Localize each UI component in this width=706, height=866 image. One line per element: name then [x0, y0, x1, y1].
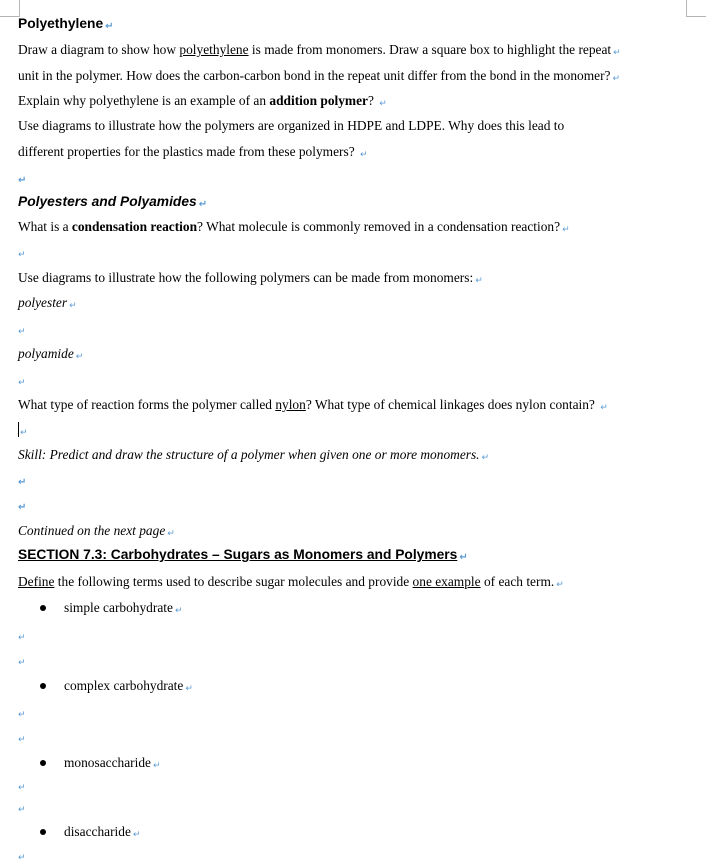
paragraph: Draw a diagram to show how polyethylene is made from monomers. Draw a square box to highlight the repeat ↵: [18, 42, 621, 58]
paragraph: Use diagrams to illustrate how the polymers are organized in HDPE and LDPE. Why does this lead to: [18, 118, 565, 133]
paragraph: Use diagrams to illustrate how the following polymers can be made from monomers: ↵: [18, 270, 483, 286]
empty-paragraph: ↵: [18, 633, 26, 643]
empty-paragraph: ↵: [18, 805, 26, 815]
page-corner-mark-left: [0, 0, 20, 17]
empty-paragraph: ↵: [18, 710, 26, 720]
list-item: simple carbohydrate ↵: [40, 599, 183, 619]
skill-statement: Skill: Predict and draw the structure of a polymer when given one or more monomers. ↵: [18, 447, 490, 463]
term-polyester: polyester ↵: [18, 295, 77, 311]
bullet-icon: [40, 829, 46, 835]
list-item: monosaccharide ↵: [40, 754, 161, 774]
empty-paragraph: ↵: [18, 378, 26, 388]
empty-paragraph: ↵: [18, 783, 26, 793]
empty-paragraph: ↵: [18, 658, 26, 668]
empty-paragraph: ↵: [18, 502, 27, 513]
paragraph: different properties for the plastics made from these polymers? ↵: [18, 144, 368, 160]
paragraph: Define the following terms used to describe sugar molecules and provide one example of each term. ↵: [18, 574, 564, 590]
continued-note: Continued on the next page ↵: [18, 523, 175, 539]
list-item: disaccharide ↵: [40, 823, 140, 843]
heading-polyethylene: Polyethylene ↵: [18, 16, 114, 32]
paragraph: Explain why polyethylene is an example of an addition polymer? ↵: [18, 93, 387, 109]
list-item: complex carbohydrate ↵: [40, 677, 193, 697]
bullet-icon: [40, 760, 46, 766]
empty-paragraph: ↵: [18, 853, 26, 863]
empty-paragraph: ↵: [18, 175, 27, 186]
empty-paragraph: ↵: [18, 327, 26, 337]
paragraph: What is a condensation reaction? What molecule is commonly removed in a condensation reaction? ↵: [18, 219, 570, 235]
bullet-icon: [40, 605, 46, 611]
text-cursor: [18, 422, 19, 437]
empty-paragraph: ↵: [18, 735, 26, 745]
paragraph: unit in the polymer. How does the carbon-carbon bond in the repeat unit differ from the bond in the monomer? ↵: [18, 68, 621, 84]
page-corner-mark-right: [686, 0, 706, 17]
term-polyamide: polyamide ↵: [18, 346, 84, 362]
heading-section-7-3: SECTION 7.3: Carbohydrates – Sugars as Monomers and Polymers ↵: [18, 547, 468, 563]
bullet-icon: [40, 683, 46, 689]
empty-paragraph: ↵: [18, 477, 27, 488]
empty-paragraph-with-cursor[interactable]: ↵: [18, 421, 28, 441]
empty-paragraph: ↵: [18, 250, 26, 260]
paragraph: What type of reaction forms the polymer called nylon? What type of chemical linkages does nylon contain? ↵: [18, 397, 608, 413]
heading-polyesters-polyamides: Polyesters and Polyamides ↵: [18, 194, 208, 210]
